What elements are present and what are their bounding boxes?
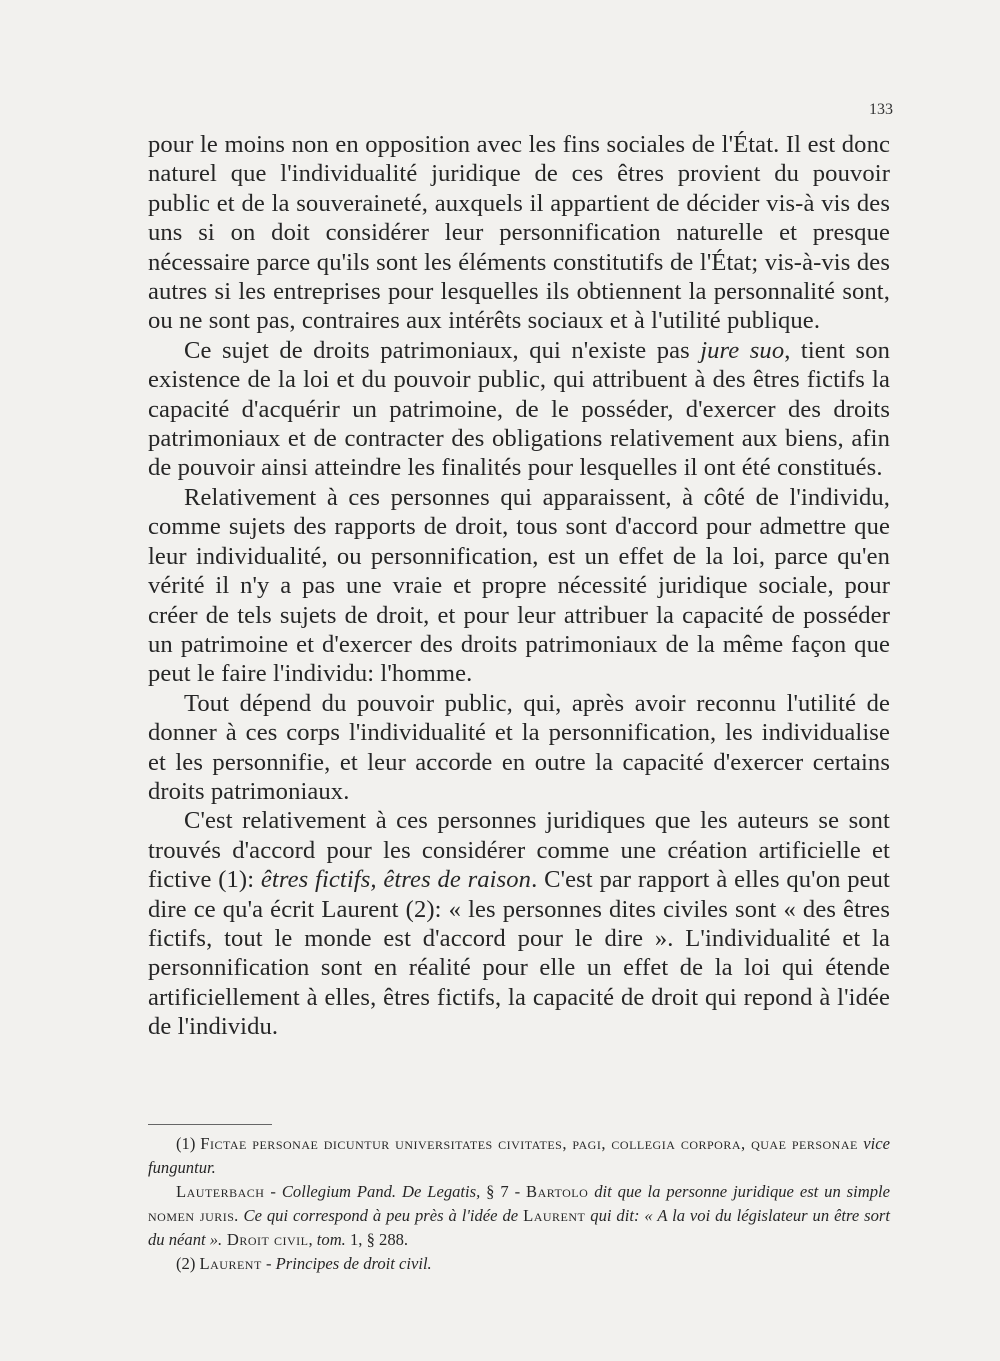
footnote-author-lauterbach: Lauterbach [176, 1182, 265, 1201]
footnote-2-author: Laurent [199, 1254, 262, 1273]
paragraph-2 [148, 336, 890, 483]
footnote-divider [148, 1124, 272, 1125]
paragraph-5-part-1: C'est relativement à ces personnes juridiques que les auteurs se sont trouvés d'accord pour les considérer comme une création artificielle et fictive (1): [148, 807, 890, 894]
footnote-1-italic: vice funguntur. [148, 1134, 890, 1177]
footnote-droit-civil: Droit civil [222, 1230, 309, 1249]
footnote-reference: § 7 - [480, 1182, 527, 1201]
footnote-separator: - [264, 1182, 282, 1201]
paragraph-3: Relativement à ces personnes qui apparaissent, à côté de l'individu, comme sujets des rapports de droit, tous sont d'accord pour admettre que leur individualité, ou personnification, est un effet de la loi, parce qu'en vérité il n'y a pas une vraie et propre nécessité juridique sociale, pour créer de tels sujets de droit, et pour leur attribuer la capacité de posséder un patrimoine et d'exercer des droits patrimoniaux de la même façon que peut le faire l'individu: l'homme. [148, 483, 890, 688]
footnote-italic-1: dit que la personne juridique est un simple [588, 1182, 890, 1201]
footnote-1-latin: Fictae personae dicuntur universitates civitates, pagi, collegia corpora, quae personae [200, 1134, 864, 1153]
footnote-1 [148, 1132, 890, 1180]
paragraph-2-italic: jure suo [700, 336, 785, 364]
page-number: 133 [869, 101, 893, 118]
paragraph-2-part-2: , tient son existence de la loi et du pouvoir public, qui attribuent à des êtres fictifs la capacité d'acquérir un patrimoine, de le posséder, d'exercer des droits patrimoniaux et de contracter des obligations relativement aux biens, afin de pouvoir ainsi atteindre les finalités pour lesquelles il ont été constitués. [148, 336, 890, 482]
footnote-italic-2: . Ce qui correspond à peu près à l'idée de [234, 1206, 524, 1225]
footnote-2-separator: - [261, 1254, 276, 1273]
footnotes [148, 1132, 890, 1276]
footnote-work-collegium: Collegium Pand. De Legatis, [281, 1182, 481, 1201]
footnote-1-marker: (1) [176, 1134, 201, 1153]
footnote-nomen-juris: nomen juris [148, 1206, 235, 1225]
footnote-tail-1: , [308, 1230, 317, 1249]
footnote-tom: tom. [316, 1230, 346, 1249]
footnote-author-bartolo: Bartolo [526, 1182, 589, 1201]
footnote-author-laurent: Laurent [523, 1206, 586, 1225]
paragraph-1: pour le moins non en opposition avec les fins sociales de l'État. Il est donc naturel que l'individualité juridique de ces êtres provient du pouvoir public et de la souveraineté, auxquels il appartient de décider vis-à vis des uns si on doit considérer leur personnification naturelle et presque nécessaire parce qu'ils sont les éléments constitutifs de l'État; vis-à-vis des autres si les entreprises pour lesquelles ils obtiennent la personnalité sont, ou ne sont pas, contraires aux intérêts sociaux et à l'utilité publique. [148, 131, 890, 335]
body-text [148, 130, 890, 1042]
paragraph-5-italic: êtres fictifs, êtres de raison [260, 866, 532, 894]
paragraph-5-part-2: . C'est par rapport à elles qu'on peut dire ce qu'a écrit Laurent (2): « les personnes dites civiles sont « des êtres fictifs, tout le monde est d'accord pour le dire ». L'individualité et la personnification sont en réalité pour elle un effet de la loi qui étende artificiellement à elles, êtres fictifs, la capacité de droit qui repond à l'idée de l'individu. [148, 866, 890, 1041]
paragraph-5 [148, 806, 890, 1041]
footnote-2 [148, 1252, 890, 1276]
paragraph-4: Tout dépend du pouvoir public, qui, après avoir reconnu l'utilité de donner à ces corps l'individualité et la personnification, les individualise et les personnifie, et leur accorde en outre la capacité d'exercer certains droits patrimoniaux. [148, 689, 890, 805]
paragraph-2-part-1: Ce sujet de droits patrimoniaux, qui n'existe pas [184, 336, 701, 364]
footnote-1-continuation [148, 1180, 890, 1252]
footnote-tail-2: 1, § 288. [345, 1230, 409, 1249]
footnote-2-marker: (2) [176, 1254, 200, 1273]
footnote-2-title: Principes de droit civil. [275, 1254, 432, 1273]
footnote-italic-3: qui dit: « A la voi du législateur un être sort du néant ». [148, 1206, 890, 1249]
